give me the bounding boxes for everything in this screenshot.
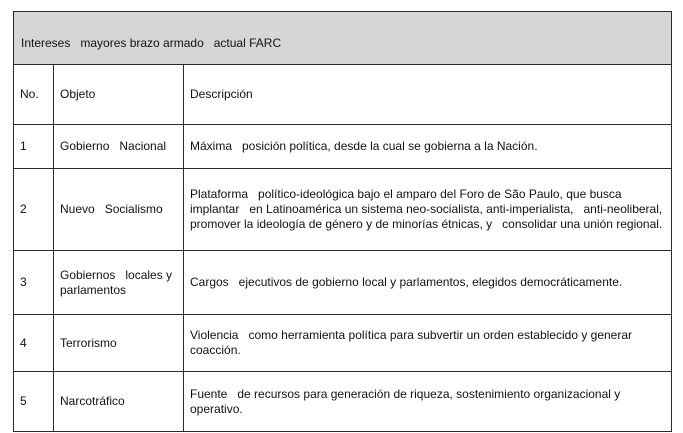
farc-interests-table: [13, 11, 672, 432]
table-row: [14, 125, 672, 169]
row-number: 4: [14, 315, 54, 372]
table-header-row: [14, 65, 672, 125]
header-descripcion: Descripción: [184, 65, 672, 125]
table-row: [14, 169, 672, 251]
table-title-row: [14, 12, 672, 65]
row-descripcion: Plataforma político-ideológica bajo el amparo del Foro de São Paulo, que busca implantar en Latinoamérica un sistema neo-socialista, anti-imperialista, anti-neoliberal, promover la ideología de género y de minorías étnicas, y consolidar una unión regional.: [184, 169, 672, 251]
row-objeto: Gobiernos locales y parlamentos: [54, 251, 184, 315]
table-row: [14, 315, 672, 372]
row-descripcion: Fuente de recursos para generación de riqueza, sostenimiento organizacional y operativo.: [184, 372, 672, 432]
row-objeto: Terrorismo: [54, 315, 184, 372]
header-no: No.: [14, 65, 54, 125]
row-objeto: Nuevo Socialismo: [54, 169, 184, 251]
row-objeto: Gobierno Nacional: [54, 125, 184, 169]
row-descripcion: Cargos ejecutivos de gobierno local y parlamentos, elegidos democráticamente.: [184, 251, 672, 315]
row-number: 2: [14, 169, 54, 251]
row-number: 3: [14, 251, 54, 315]
table-title: Intereses mayores brazo armado actual FARC: [14, 12, 672, 65]
row-descripcion: Máxima posición política, desde la cual se gobierna a la Nación.: [184, 125, 672, 169]
table-row: [14, 251, 672, 315]
header-objeto: Objeto: [54, 65, 184, 125]
row-number: 5: [14, 372, 54, 432]
row-number: 1: [14, 125, 54, 169]
row-objeto: Narcotráfico: [54, 372, 184, 432]
table-row: [14, 372, 672, 432]
row-descripcion: Violencia como herramienta política para subvertir un orden establecido y generar coacción.: [184, 315, 672, 372]
